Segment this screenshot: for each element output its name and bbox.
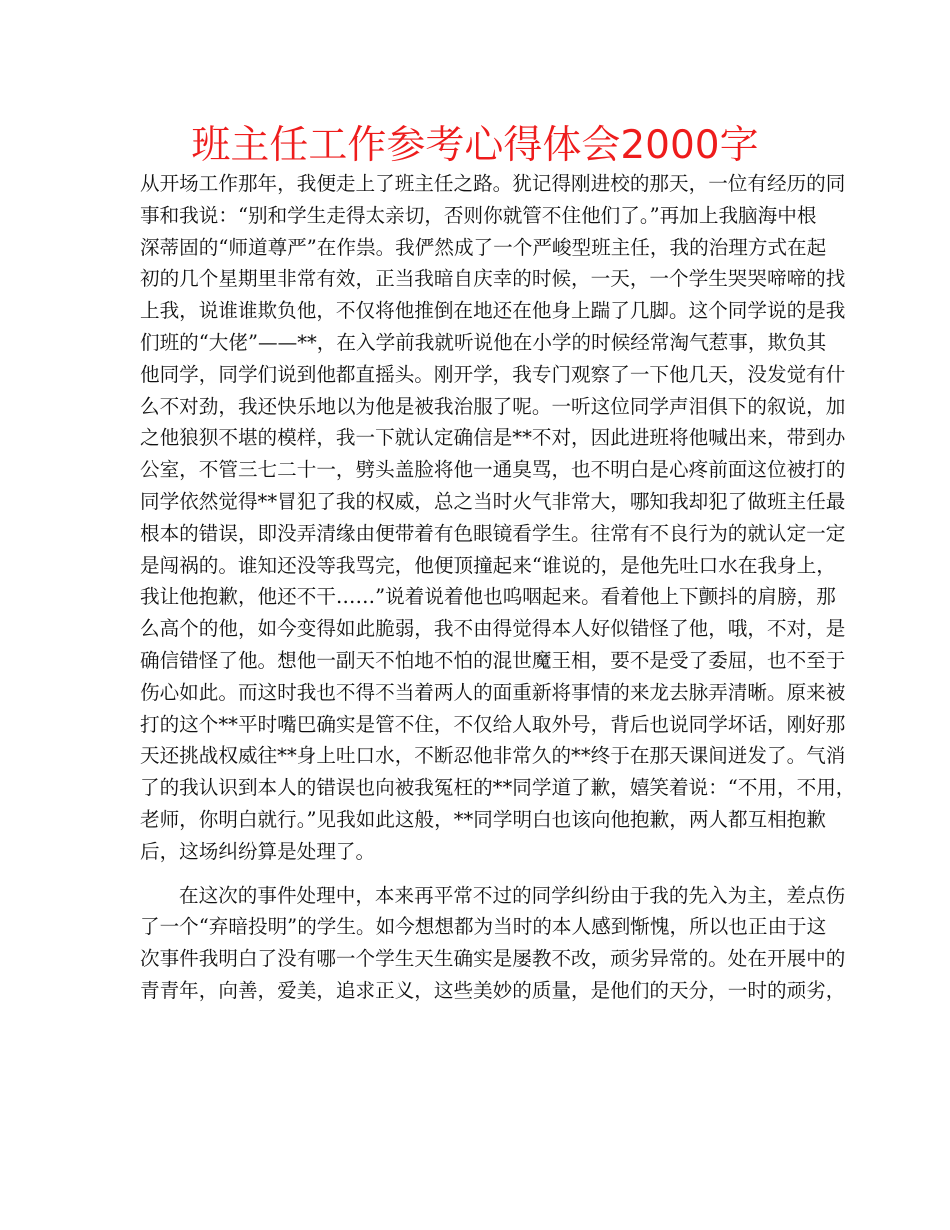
text-line: 根本的错误，即没弄清缘由便带着有色眼镜看学生。往常有不良行为的就认定一定 — [140, 521, 846, 545]
text-line: 青青年，向善，爱美，追求正义，这些美妙的质量，是他们的天分，一时的顽劣， — [140, 978, 846, 1002]
text-line: 次事件我明白了没有哪一个学生天生确实是屡教不改，顽劣异常的。处在开展中的 — [140, 947, 846, 971]
text-line: 了一个“弃暗投明”的学生。如今想想都为当时的本人感到惭愧，所以也正由于这 — [140, 915, 827, 939]
text-line: 我让他抱歉，他还不干……”说着说着他也呜咽起来。看着他上下颤抖的肩膀，那 — [140, 585, 836, 609]
text-line: 么不对劲，我还快乐地以为他是被我治服了呢。一听这位同学声泪俱下的叙说，加 — [140, 394, 846, 418]
text-line: 事和我说：“别和学生走得太亲切，否则你就管不住他们了。”再加上我脑海中根 — [140, 203, 817, 227]
paragraph-2 — [140, 880, 846, 1007]
text-line: 是闯祸的。谁知还没等我骂完，他便顶撞起来“谁说的，是他先吐口水在我身上， — [140, 553, 836, 577]
text-line: 天还挑战权威往**身上吐口水，不断忍他非常久的**终于在那天课间迸发了。气消 — [140, 744, 846, 768]
text-line: 上我，说谁谁欺负他，不仅将他推倒在地还在他身上踹了几脚。这个同学说的是我 — [140, 299, 846, 323]
text-line: 老师，你明白就行。”见我如此这般，**同学明白也该向他抱歉，两人都互相抱歉 — [140, 807, 826, 831]
text-line: 伤心如此。而这时我也不得不当着两人的面重新将事情的来龙去脉弄清晰。原来被 — [140, 680, 846, 704]
text-line: 确信错怪了他。想他一副天不怕地不怕的混世魔王相，要不是受了委屈，也不至于 — [140, 648, 846, 672]
text-line: 他同学，同学们说到他都直摇头。刚开学，我专门观察了一下他几天，没发觉有什 — [140, 362, 846, 386]
document-title: 班主任工作参考心得体会2000字 — [191, 123, 759, 168]
text-line: 初的几个星期里非常有效，正当我暗自庆幸的时候，一天，一个学生哭哭啼啼的找 — [140, 267, 846, 291]
text-line: 之他狼狈不堪的模样，我一下就认定确信是**不对，因此进班将他喊出来，带到办 — [140, 426, 846, 450]
text-line: 深蒂固的“师道尊严”在作祟。我俨然成了一个严峻型班主任，我的治理方式在起 — [140, 235, 827, 259]
text-line: 同学依然觉得**冒犯了我的权威，总之当时火气非常大，哪知我却犯了做班主任最 — [140, 489, 846, 513]
text-line: 打的这个**平时嘴巴确实是管不住，不仅给人取外号，背后也说同学坏话，刚好那 — [140, 712, 846, 736]
text-line: 了的我认识到本人的错误也向被我冤枉的**同学道了歉，嬉笑着说：“不用，不用， — [140, 776, 856, 800]
text-line: 么高个的他，如今变得如此脆弱，我不由得觉得本人好似错怪了他，哦，不对，是 — [140, 617, 846, 641]
text-line: 后，这场纠纷算是处理了。 — [140, 839, 376, 863]
document-body — [140, 168, 856, 1007]
text-line: 在这次的事件处理中，本来再平常不过的同学纠纷由于我的先入为主，差点伤 — [179, 883, 846, 907]
paragraph-1 — [140, 168, 856, 868]
text-line: 们班的“大佬”——**，在入学前我就听说他在小学的时候经常淘气惹事，欺负其 — [140, 330, 827, 354]
text-line: 从开场工作那年，我便走上了班主任之路。犹记得刚进校的那天，一位有经历的同 — [140, 172, 846, 195]
text-line: 公室，不管三七二十一，劈头盖脸将他一通臭骂，也不明白是心疼前面这位被打的 — [140, 458, 846, 482]
